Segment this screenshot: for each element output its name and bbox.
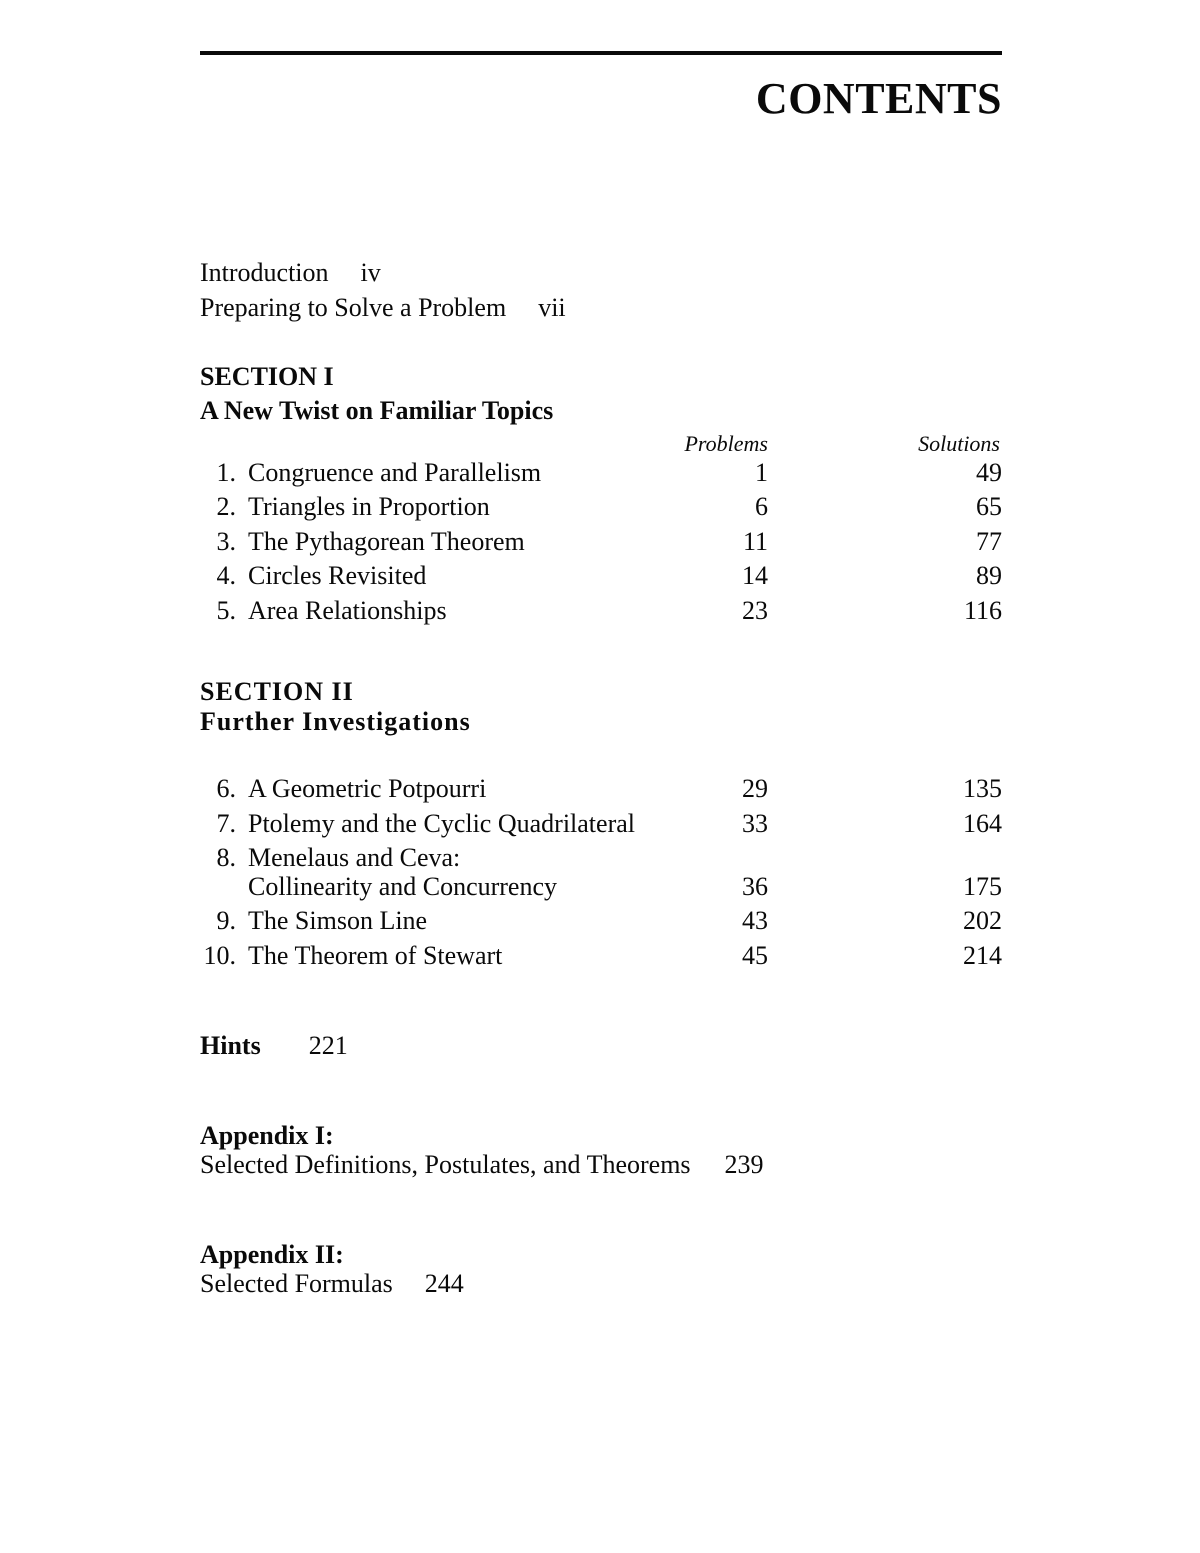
toc-entry-hints[interactable] bbox=[200, 1030, 348, 1062]
chapter-row[interactable] bbox=[200, 807, 1002, 841]
entry-page: 221 bbox=[308, 1031, 348, 1060]
problems-page: 1 bbox=[755, 458, 768, 487]
chapter-number: 4. bbox=[216, 561, 236, 590]
chapter-title: Congruence and Parallelism bbox=[248, 458, 542, 487]
chapter-row[interactable] bbox=[200, 456, 1002, 490]
entry-page: vii bbox=[538, 293, 566, 322]
entry-title: Preparing to Solve a Problem bbox=[200, 293, 507, 322]
chapter-row[interactable] bbox=[200, 904, 1002, 938]
appendix-label: Appendix I: bbox=[200, 1121, 334, 1150]
entry-title: Selected Definitions, Postulates, and Theorems bbox=[200, 1150, 691, 1179]
chapter-row[interactable] bbox=[200, 490, 1002, 524]
section-label: SECTION II bbox=[200, 677, 354, 706]
problems-page: 33 bbox=[742, 809, 768, 838]
entry-page: iv bbox=[360, 258, 381, 287]
problems-page: 45 bbox=[742, 941, 768, 970]
problems-page: 43 bbox=[742, 906, 768, 935]
chapter-row[interactable] bbox=[200, 594, 1002, 628]
solutions-page: 77 bbox=[976, 527, 1002, 556]
toc-entry-preparing[interactable] bbox=[200, 292, 566, 324]
entry-title: Selected Formulas bbox=[200, 1269, 393, 1298]
chapter-title: Ptolemy and the Cyclic Quadrilateral bbox=[248, 809, 635, 838]
chapter-number: 1. bbox=[216, 458, 236, 487]
entry-page: 244 bbox=[424, 1269, 464, 1298]
solutions-page: 214 bbox=[963, 941, 1002, 970]
chapter-title: The Pythagorean Theorem bbox=[248, 527, 525, 556]
solutions-page: 175 bbox=[963, 872, 1002, 901]
problems-page: 11 bbox=[742, 527, 768, 556]
chapter-subtitle: Collinearity and Concurrency bbox=[248, 872, 558, 901]
chapter-number: 6. bbox=[216, 774, 236, 803]
problems-page: 23 bbox=[742, 596, 768, 625]
solutions-page: 135 bbox=[963, 774, 1002, 803]
solutions-page: 49 bbox=[976, 458, 1002, 487]
problems-page: 29 bbox=[742, 774, 768, 803]
toc-entry-appendix-1[interactable] bbox=[200, 1149, 764, 1181]
solutions-page: 116 bbox=[963, 596, 1002, 625]
chapter-row[interactable] bbox=[200, 525, 1002, 559]
solutions-page: 89 bbox=[976, 561, 1002, 590]
section-label: SECTION I bbox=[200, 362, 334, 391]
chapter-title: A Geometric Potpourri bbox=[248, 774, 487, 803]
chapter-number: 3. bbox=[216, 527, 236, 556]
problems-page: 36 bbox=[742, 872, 768, 901]
chapter-number: 5. bbox=[216, 596, 236, 625]
chapter-number: 7. bbox=[216, 809, 236, 838]
chapter-title: The Theorem of Stewart bbox=[248, 941, 503, 970]
entry-page: 239 bbox=[724, 1150, 764, 1179]
problems-column-header: Problems bbox=[684, 431, 768, 456]
problems-page: 6 bbox=[755, 492, 768, 521]
solutions-column-header: Solutions bbox=[918, 431, 1000, 456]
appendix-label: Appendix II: bbox=[200, 1240, 344, 1269]
chapter-row[interactable] bbox=[200, 939, 1002, 973]
chapter-row[interactable] bbox=[200, 559, 1002, 593]
chapter-number: 2. bbox=[216, 492, 236, 521]
chapter-number: 10. bbox=[203, 941, 236, 970]
solutions-page: 65 bbox=[976, 492, 1002, 521]
chapter-title: Menelaus and Ceva: bbox=[248, 843, 461, 872]
chapter-title: Triangles in Proportion bbox=[248, 492, 490, 521]
chapter-number: 9. bbox=[216, 906, 236, 935]
chapter-number: 8. bbox=[216, 843, 236, 872]
section-title: A New Twist on Familiar Topics bbox=[200, 396, 554, 425]
toc-entry-introduction[interactable] bbox=[200, 257, 381, 289]
toc-entry-appendix-2[interactable] bbox=[200, 1268, 464, 1300]
section-title: Further Investigations bbox=[200, 707, 471, 736]
chapter-row-continued[interactable] bbox=[200, 870, 1002, 904]
chapter-title: The Simson Line bbox=[248, 906, 428, 935]
entry-title: Introduction bbox=[200, 258, 329, 287]
solutions-page: 202 bbox=[963, 906, 1002, 935]
top-rule bbox=[200, 51, 1002, 55]
problems-page: 14 bbox=[742, 561, 768, 590]
page-title: CONTENTS bbox=[755, 74, 1002, 123]
entry-title: Hints bbox=[200, 1031, 261, 1060]
chapter-row[interactable] bbox=[200, 772, 1002, 806]
solutions-page: 164 bbox=[963, 809, 1002, 838]
chapter-title: Area Relationships bbox=[248, 596, 447, 625]
chapter-title: Circles Revisited bbox=[248, 561, 427, 590]
